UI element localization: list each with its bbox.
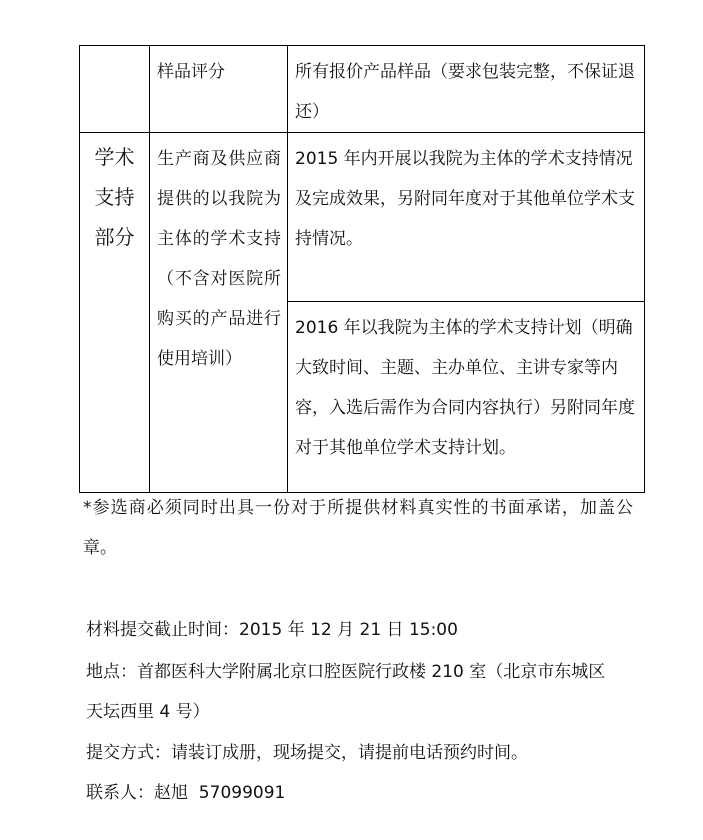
deadline-line: 材料提交截止时间：2015 年 12 月 21 日 15:00 [86, 620, 458, 640]
authenticity-note: *参选商必须同时出具一份对于所提供材料真实性的书面承诺，加盖公章。 [83, 498, 633, 558]
table-row [80, 133, 645, 302]
item-label: 生产商及供应商提供的以我院为主体的学术支持（不含对医院所购买的产品进行使用培训） [157, 149, 281, 369]
location-line: 地点：首都医科大学附属北京口腔医院行政楼 210 室（北京市东城区 [86, 662, 606, 682]
contact-line: 联系人：赵旭 57099091 [86, 783, 286, 803]
item-cell [150, 133, 288, 493]
requirement-text: 2015 年内开展以我院为主体的学术支持情况及完成效果，另附同年度对于其他单位学术支持情况。 [295, 149, 635, 249]
section-label: 学术 支持 部分 [94, 145, 135, 249]
section-cell [80, 133, 150, 493]
table-row [80, 46, 645, 133]
location-line-continued: 天坛西里 4 号） [86, 702, 210, 722]
item-label: 样品评分 [157, 62, 225, 82]
submission-method-line: 提交方式：请装订成册，现场提交，请提前电话预约时间。 [86, 743, 528, 763]
requirement-cell [288, 46, 645, 133]
criteria-table [79, 45, 645, 493]
requirement-text: 2016 年以我院为主体的学术支持计划（明确大致时间、主题、主办单位、主讲专家等内容，入选后需作为合同内容执行）另附同年度对于其他单位学术支持计划。 [295, 318, 635, 458]
requirement-cell [288, 302, 645, 493]
section-label [92, 46, 138, 50]
requirement-cell [288, 133, 645, 302]
item-cell [150, 46, 288, 133]
section-cell [80, 46, 150, 133]
requirement-text: 所有报价产品样品（要求包装完整，不保证退还） [295, 62, 635, 122]
